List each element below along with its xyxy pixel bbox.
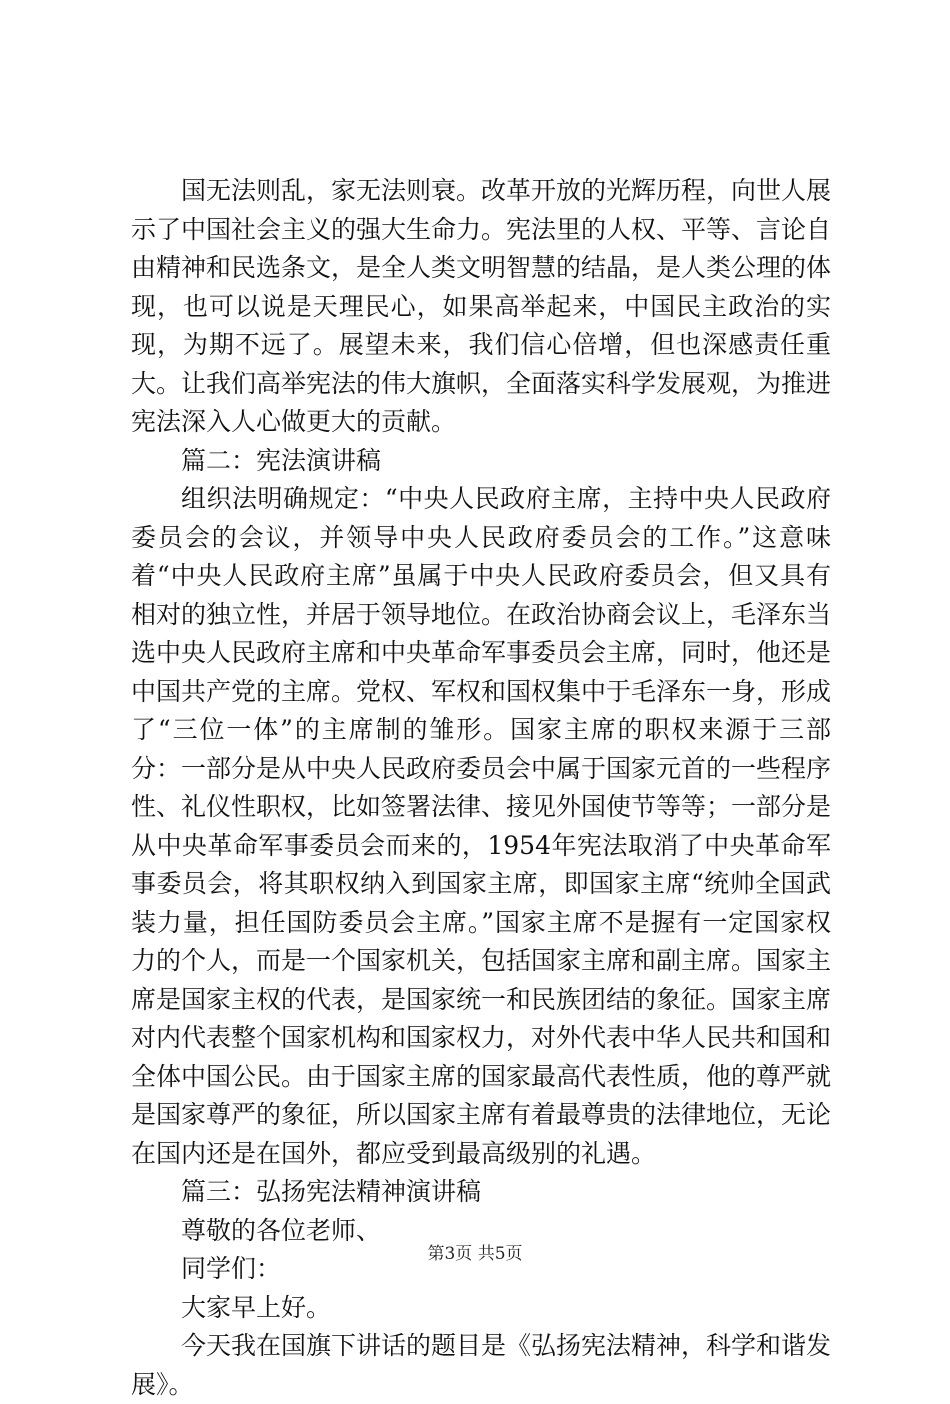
- paragraph-conclusion: 国无法则乱，家无法则衰。改革开放的光辉历程，向世人展示了中国社会主义的强大生命力。宪法里的人权、平等、言论自由精神和民选条文，是全人类文明智慧的结晶，是人类公理的体现，也可以说是天理民心，如果高举起来，中国民主政治的实现，为期不远了。展望未来，我们信心倍增，但也深感责任重大。让我们高举宪法的伟大旗帜，全面落实科学发展观，为推进宪法深入人心做更大的贡献。: [131, 176, 832, 436]
- salutation-students: 同学们：: [181, 1254, 282, 1283]
- section-heading-part-two: 篇二：宪法演讲稿: [181, 445, 382, 475]
- paragraph-speech-topic: 今天我在国旗下讲话的题目是《弘扬宪法精神，科学和谐发展》。: [131, 1331, 832, 1399]
- page-number-footer: 第3页 共5页: [427, 1244, 523, 1264]
- salutation-teachers: 尊敬的各位老师、: [181, 1215, 382, 1245]
- section-heading-part-three: 篇三：弘扬宪法精神演讲稿: [181, 1177, 482, 1206]
- paragraph-president-powers: 组织法明确规定：“中央人民政府主席，主持中央人民政府委员会的会议，并领导中央人民政府委员会的工作。”这意味着“中央人民政府主席”虽属于中央人民政府委员会，但又具有相对的独立性，并居于领导地位。在政治协商会议上，毛泽东当选中央人民政府主席和中央革命军事委员会主席，同时，他还是中国共产党的主席。党权、军权和国权集中于毛泽东一身，形成了“三位一体”的主席制的雏形。国家主席的职权来源于三部分：一部分是从中央人民政府委员会中属于国家元首的一些程序性、礼仪性职权，比如签署法律、接见外国使节等等；一部分是从中央革命军事委员会而来的，1954年宪法取消了中央革命军事委员会，将其职权纳入到国家主席，即国家主席“统帅全国武装力量，担任国防委员会主席。”国家主席不是握有一定国家权力的个人，而是一个国家机关，包括国家主席和副主席。国家主席是国家主权的代表，是国家统一和民族团结的象征。国家主席对内代表整个国家机构和国家权力，对外代表中华人民共和国和全体中国公民。由于国家主席的国家最高代表性质，他的尊严就是国家尊严的象征，所以国家主席有着最尊贵的法律地位，无论在国内还是在国外，都应受到最高级别的礼遇。: [131, 484, 832, 1168]
- greeting-line: 大家早上好。: [181, 1292, 332, 1322]
- body-text: [131, 172, 831, 1404]
